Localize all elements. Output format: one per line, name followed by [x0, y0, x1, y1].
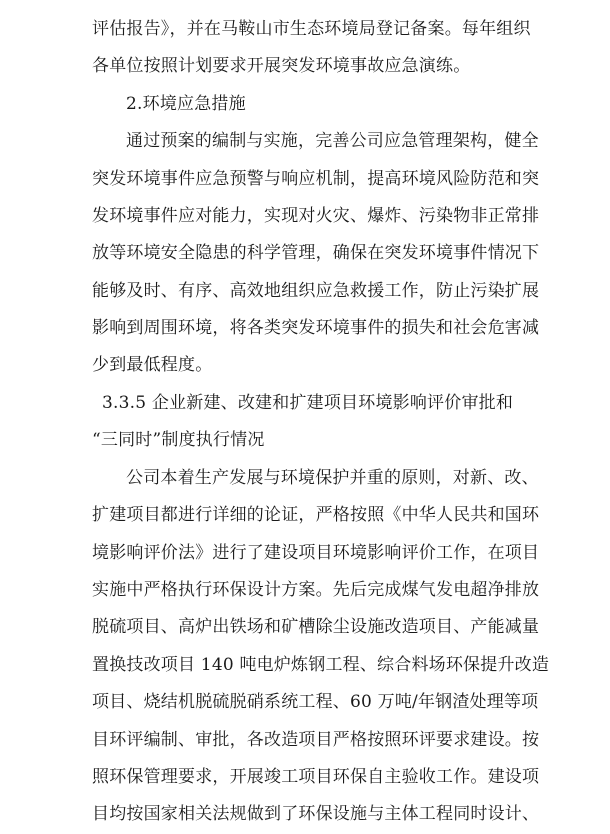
- body-text-line: 实施中严格执行环保设计方案。先后完成煤气发电超净排放: [92, 580, 540, 600]
- body-text-line: 少到最低程度。: [92, 355, 213, 375]
- body-text-line: 照环保管理要求，开展竣工项目环保自主验收工作。建设项: [92, 767, 540, 787]
- body-text-line: 影响到周围环境，将各类突发环境事件的损失和社会危害减: [92, 318, 540, 338]
- body-text-line: 项目、烧结机脱硫脱硝系统工程、60 万吨/年钢渣处理等项: [92, 692, 539, 712]
- body-text-line: 通过预案的编制与实施，完善公司应急管理架构，健全: [126, 131, 539, 151]
- body-text-line: 脱硫项目、高炉出铁场和矿槽除尘设施改造项目、产能减量: [92, 617, 540, 637]
- body-text-line: 发环境事件应对能力，实现对火灾、爆炸、污染物非正常排: [92, 206, 540, 226]
- section-heading: 2.环境应急措施: [126, 94, 246, 114]
- body-text-line: 突发环境事件应急预警与响应机制，提高环境风险防范和突: [92, 169, 540, 189]
- body-text-line: 境影响评价法》进行了建设项目环境影响评价工作，在项目: [92, 543, 540, 563]
- subsection-heading: 3.3.5 企业新建、改建和扩建项目环境影响评价审批和: [102, 393, 514, 413]
- body-text-line: 评估报告》，并在马鞍山市生态环境局登记备案。每年组织: [92, 19, 531, 39]
- body-text-line: 扩建项目都进行详细的论证，严格按照《中华人民共和国环: [92, 505, 540, 525]
- body-text-line: 各单位按照计划要求开展突发环境事故应急演练。: [92, 56, 471, 76]
- subsection-heading-continued: “三同时”制度执行情况: [92, 430, 265, 450]
- body-text-line: 目环评编制、审批，各改造项目严格按照环评要求建设。按: [92, 730, 540, 750]
- body-text-line: 置换技改项目 140 吨电炉炼钢工程、综合料场环保提升改造: [92, 655, 550, 675]
- body-text-line: 目均按国家相关法规做到了环保设施与主体工程同时设计、: [92, 804, 540, 824]
- body-text-line: 公司本着生产发展与环境保护并重的原则，对新、改、: [126, 468, 539, 488]
- body-text-line: 放等环境安全隐患的科学管理，确保在突发环境事件情况下: [92, 243, 540, 263]
- body-text-line: 能够及时、有序、高效地组织应急救援工作，防止污染扩展: [92, 281, 540, 301]
